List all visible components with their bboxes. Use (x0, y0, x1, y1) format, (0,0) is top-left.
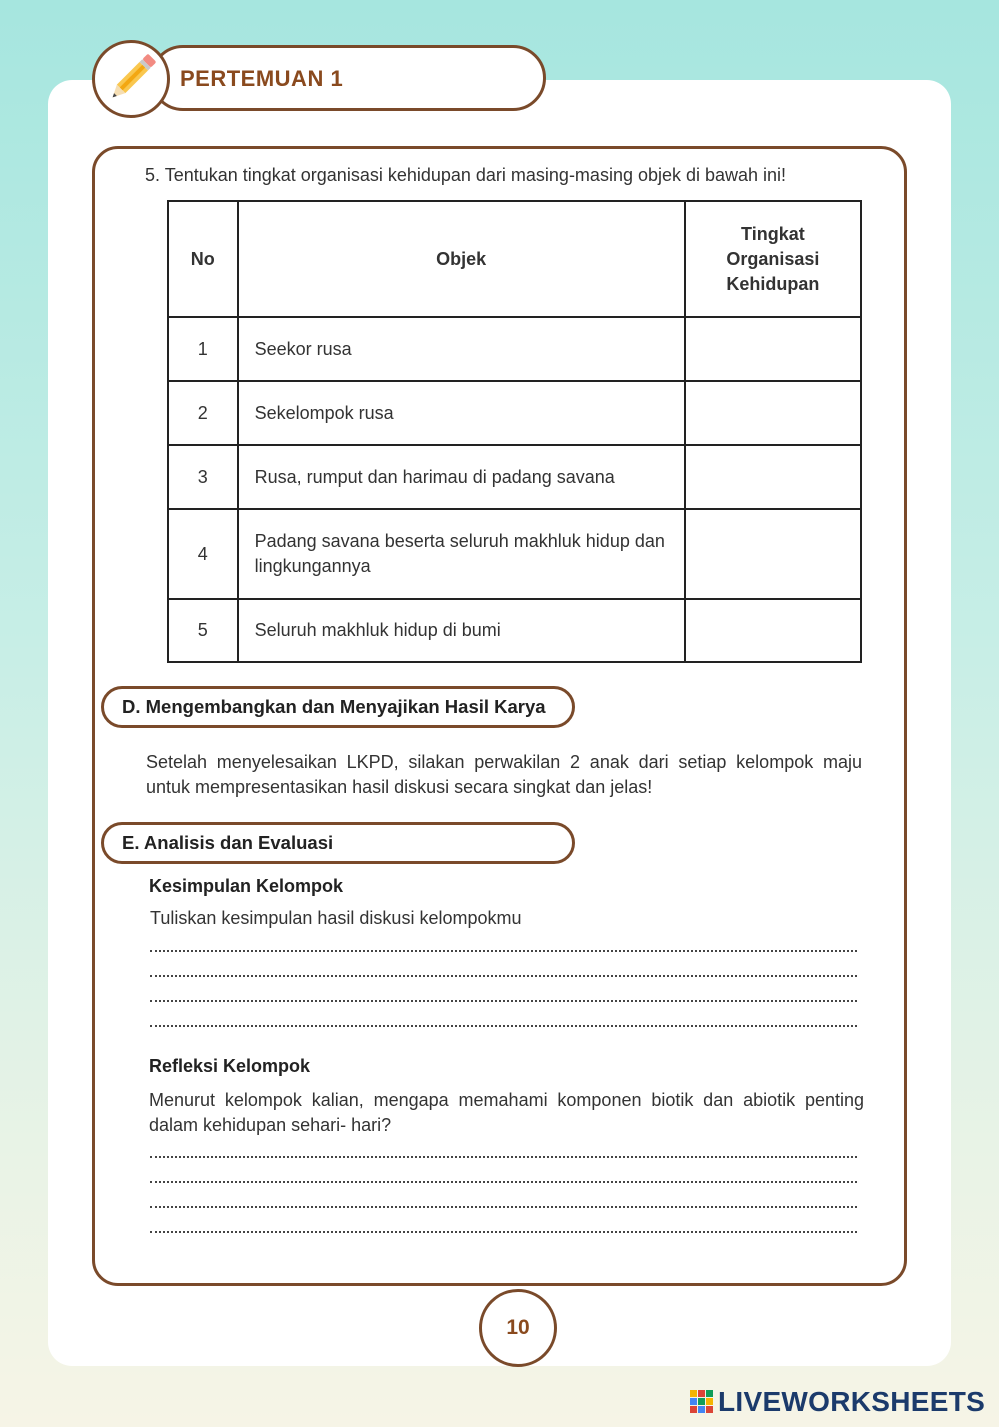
table-row (168, 599, 861, 662)
section-e-title: E. Analisis dan Evaluasi (101, 822, 575, 864)
conclusion-answer-line[interactable] (150, 975, 857, 977)
reflection-answer-line[interactable] (150, 1156, 857, 1158)
row-number: 5 (168, 599, 238, 662)
conclusion-title: Kesimpulan Kelompok (149, 876, 344, 896)
header-object: Objek (238, 201, 685, 317)
section-d-text: Setelah menyelesaikan LKPD, silakan perwakilan 2 anak dari setiap kelompok maju untuk mempresentasikan hasil diskusi secara singkat dan jelas! (146, 752, 862, 797)
table-row (168, 381, 861, 445)
row-object: Seekor rusa (238, 317, 685, 381)
answer-cell[interactable] (685, 445, 861, 509)
table-row (168, 509, 861, 599)
answer-cell[interactable] (685, 317, 861, 381)
conclusion-answer-line[interactable] (150, 950, 857, 952)
header-level-line2: Organisasi (726, 248, 820, 269)
table-header-row (168, 201, 861, 317)
pencil-badge (92, 40, 170, 118)
reflection-answer-line[interactable] (150, 1181, 857, 1183)
conclusion-prompt: Tuliskan kesimpulan hasil diskusi kelompokmu (150, 908, 522, 928)
conclusion-answer-line[interactable] (150, 1000, 857, 1002)
row-object: Sekelompok rusa (238, 381, 685, 445)
question-text: 5. Tentukan tingkat organisasi kehidupan dari masing-masing objek di bawah ini! (145, 165, 787, 185)
pencil-icon (95, 43, 167, 115)
section-d-title: D. Mengembangkan dan Menyajikan Hasil Karya (101, 686, 575, 728)
table-row (168, 445, 861, 509)
table-row (168, 317, 861, 381)
brand-watermark (690, 1386, 985, 1418)
row-number: 3 (168, 445, 238, 509)
row-number: 4 (168, 509, 238, 599)
conclusion-answer-line[interactable] (150, 1025, 857, 1027)
reflection-prompt: Menurut kelompok kalian, mengapa memahami komponen biotik dan abiotik penting dalam kehidupan sehari- hari? (149, 1090, 864, 1135)
answer-cell[interactable] (685, 509, 861, 599)
brand-name: LIVEWORKSHEETS (718, 1386, 986, 1417)
organization-table (167, 200, 862, 663)
liveworksheets-logo-icon (690, 1390, 714, 1414)
reflection-answer-line[interactable] (150, 1231, 857, 1233)
header-no: No (168, 201, 238, 317)
reflection-title: Refleksi Kelompok (149, 1056, 311, 1076)
row-number: 2 (168, 381, 238, 445)
header-level (685, 201, 861, 317)
row-object: Padang savana beserta seluruh makhluk hidup dan lingkungannya (238, 509, 685, 599)
header-level-line3: Kehidupan (726, 273, 820, 294)
row-number: 1 (168, 317, 238, 381)
reflection-answer-line[interactable] (150, 1206, 857, 1208)
header-level-line1: Tingkat (741, 223, 805, 244)
row-object: Seluruh makhluk hidup di bumi (238, 599, 685, 662)
answer-cell[interactable] (685, 599, 861, 662)
page-number: 10 (479, 1289, 557, 1367)
page-title: PERTEMUAN 1 (180, 66, 344, 91)
answer-cell[interactable] (685, 381, 861, 445)
row-object: Rusa, rumput dan harimau di padang savana (238, 445, 685, 509)
